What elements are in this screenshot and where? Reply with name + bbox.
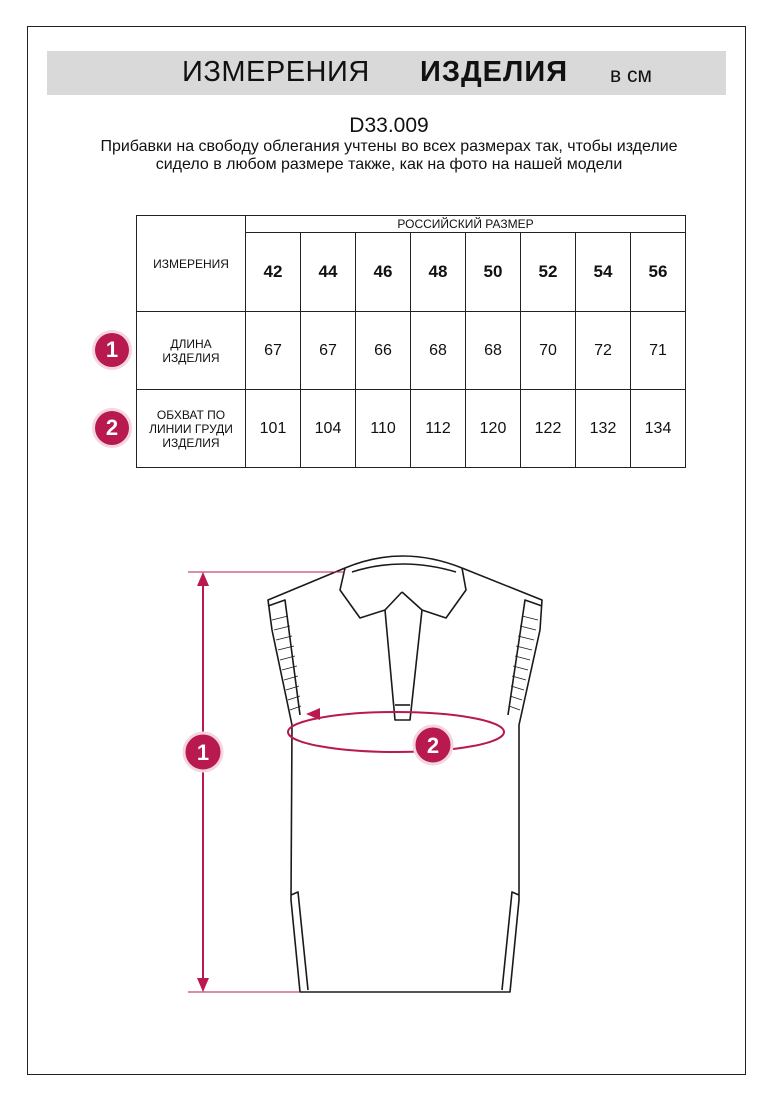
row-marker-2: 2	[95, 411, 129, 445]
product-code: D33.009	[349, 114, 429, 137]
collar-left	[340, 568, 402, 618]
collar-back	[345, 556, 462, 568]
size-header: 56	[631, 233, 686, 312]
row-label-length: ДЛИНА ИЗДЕЛИЯ	[137, 312, 246, 390]
value-cell: 67	[301, 312, 356, 390]
value-cell: 101	[246, 390, 301, 468]
right-slit	[502, 892, 519, 990]
svg-text:2: 2	[426, 733, 440, 758]
value-cell: 68	[411, 312, 466, 390]
collar-right	[402, 568, 466, 618]
value-cell: 68	[466, 312, 521, 390]
value-cell: 110	[356, 390, 411, 468]
table-row	[137, 390, 686, 468]
size-header: 42	[246, 233, 301, 312]
size-group-header: РОССИЙСКИЙ РАЗМЕР	[246, 216, 686, 233]
diagram-marker-chest	[414, 726, 452, 764]
header-word-product: ИЗДЕЛИЯ	[420, 56, 569, 88]
corner-label: ИЗМЕРЕНИЯ	[137, 216, 246, 312]
value-cell: 112	[411, 390, 466, 468]
row-marker-1: 1	[95, 333, 129, 367]
placket	[385, 610, 422, 720]
value-cell: 122	[521, 390, 576, 468]
size-header: 52	[521, 233, 576, 312]
value-cell: 104	[301, 390, 356, 468]
value-cell: 134	[631, 390, 686, 468]
size-header: 48	[411, 233, 466, 312]
size-table	[136, 215, 686, 468]
value-cell: 66	[356, 312, 411, 390]
chest-ellipse	[288, 712, 504, 752]
diagram-marker-length	[184, 733, 222, 771]
left-slit	[291, 892, 308, 990]
header-unit: в см	[610, 64, 652, 87]
value-cell: 67	[246, 312, 301, 390]
fit-note: Прибавки на свободу облегания учтены во всех размерах так, чтобы изделие сидело в любом размере также, как на фото на нашей модели	[100, 138, 678, 173]
row-label-chest: ОБХВАТ ПО ЛИНИИ ГРУДИ ИЗДЕЛИЯ	[137, 390, 246, 468]
value-cell: 120	[466, 390, 521, 468]
value-cell: 72	[576, 312, 631, 390]
size-header: 54	[576, 233, 631, 312]
value-cell: 71	[631, 312, 686, 390]
size-header: 50	[466, 233, 521, 312]
size-header: 46	[356, 233, 411, 312]
svg-text:1: 1	[196, 740, 210, 765]
vest-outline	[268, 568, 542, 992]
vest-drawing	[0, 520, 778, 1020]
size-header: 44	[301, 233, 356, 312]
value-cell: 70	[521, 312, 576, 390]
header-word-measurements: ИЗМЕРЕНИЯ	[182, 56, 370, 88]
table-row	[137, 312, 686, 390]
value-cell: 132	[576, 390, 631, 468]
